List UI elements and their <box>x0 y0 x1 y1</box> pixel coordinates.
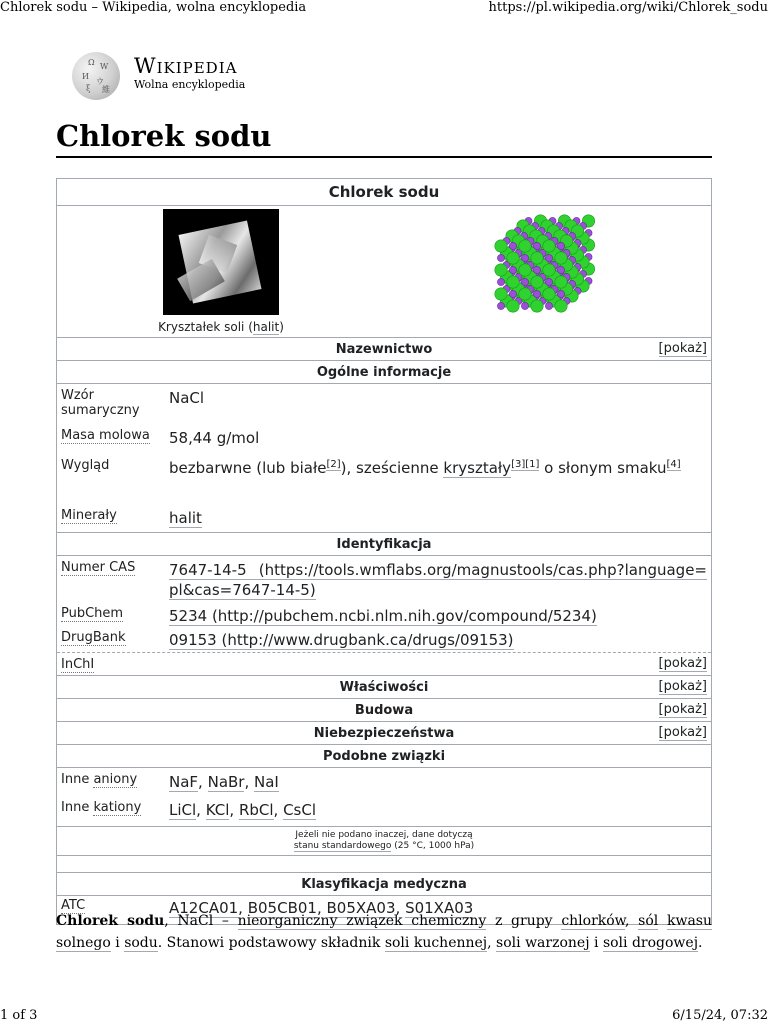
row-aniony: Inne aniony NaF, NaBr, NaI <box>61 772 279 791</box>
aniony-link[interactable]: aniony <box>93 772 138 787</box>
halit-link[interactable]: halit <box>252 320 280 334</box>
naf-link[interactable]: NaF <box>169 773 199 791</box>
rbcl-link[interactable]: RbCl <box>238 801 274 819</box>
lead-text: , <box>625 913 639 929</box>
print-footer-date: 6/15/24, 07:32 <box>672 1008 768 1023</box>
wikipedia-logo[interactable] <box>72 52 272 100</box>
lead-bold-title: Chlorek sodu <box>56 913 165 929</box>
lead-link-sol-drogowa[interactable]: soli drogowej <box>602 935 699 951</box>
row-pubchem <box>57 606 711 630</box>
pubchem-value-link[interactable]: 5234 (http://pubchem.ncbi.nlm.nih.gov/compound/5234) <box>169 607 597 625</box>
section-identyfikacja <box>57 533 711 556</box>
mineraly-link[interactable]: Minerały <box>61 508 117 523</box>
section-wlasciwosci <box>57 676 711 699</box>
lead-text <box>658 913 667 929</box>
section-klasyfikacja <box>57 873 711 896</box>
value-wyglad <box>169 458 711 506</box>
nabr-link[interactable]: NaBr <box>207 773 245 791</box>
lead-paragraph <box>56 910 712 954</box>
label-wyglad: Wygląd <box>61 458 110 473</box>
wyglad-text: bezbarwne (lub białe <box>169 459 327 477</box>
lead-link-chlorki[interactable]: chlorków <box>561 913 626 929</box>
globe-icon: Ω W И ウ 維 ξ <box>72 52 120 100</box>
lead-text: . Stanowi podstawowy składnik <box>157 935 385 951</box>
inchi-link[interactable]: InChI <box>61 656 95 672</box>
print-header-url: https://pl.wikipedia.org/wiki/Chlorek_sodu <box>488 0 768 15</box>
value-wzor: NaCl <box>169 389 205 407</box>
lead-link-sol-warzona[interactable]: soli warzonej <box>496 935 590 951</box>
lead-text: , NaCl – <box>164 913 238 929</box>
page-title: Chlorek sodu <box>56 119 272 153</box>
masa-molowa-link[interactable]: Masa molowa <box>61 428 150 443</box>
infobox <box>56 178 712 925</box>
salt-crystal-image[interactable] <box>163 209 279 315</box>
show-budowa-toggle[interactable]: [pokaż] <box>658 702 707 717</box>
lead-link-sol[interactable]: sól <box>638 913 659 929</box>
section-title: Niebezpieczeństwa <box>313 725 455 741</box>
image-caption-text: Kryształek soli ( <box>158 320 253 334</box>
licl-link[interactable]: LiCl <box>169 801 197 819</box>
show-nazewnictwo-toggle[interactable]: [pokaż] <box>658 341 707 356</box>
standard-state-note <box>57 827 711 856</box>
nacl-lattice-image[interactable] <box>487 210 605 316</box>
image-caption <box>57 320 385 334</box>
print-header-title: Chlorek sodu – Wikipedia, wolna encyklopedia <box>0 0 307 15</box>
kationy-prefix: Inne <box>61 800 94 815</box>
section-title: Klasyfikacja medyczna <box>301 876 467 892</box>
row-inchi <box>57 653 711 676</box>
infobox-images <box>57 206 711 338</box>
atc-code-3-link[interactable]: B05XA03 <box>326 899 396 917</box>
wyglad-text: ), sześcienne <box>340 459 444 477</box>
ref-4[interactable]: [4] <box>666 459 681 470</box>
krysztaly-link[interactable]: kryształy <box>443 459 512 477</box>
lead-text: i <box>110 935 125 951</box>
label-wzor: Wzór sumaryczny <box>61 388 140 418</box>
row-kationy: Inne kationy LiCl, KCl, RbCl, CsCl <box>57 798 711 827</box>
title-divider <box>56 156 712 158</box>
kcl-link[interactable]: KCl <box>205 801 230 819</box>
atc-code-1-link[interactable]: A12CA01 <box>169 899 239 917</box>
ref-3[interactable]: [3] <box>511 459 526 470</box>
stan-standardowy-link[interactable]: stanu standardowego <box>293 841 392 851</box>
atc-code-2-link[interactable]: B05CB01 <box>247 899 317 917</box>
cscl-link[interactable]: CsCl <box>283 801 317 819</box>
row-mineraly <box>57 506 711 533</box>
note-line-1: Jeżeli nie podano inaczej, dane dotyczą <box>295 830 473 840</box>
aniony-prefix: Inne <box>61 772 94 787</box>
row-atc: ATC A12CA01, B05CB01, B05XA03, S01XA03 <box>61 898 474 917</box>
value-masa: 58,44 g/mol <box>169 429 260 447</box>
lead-link-kwas-solny[interactable]: kwasu solnego <box>56 913 712 951</box>
row-wyglad <box>57 452 711 506</box>
section-budowa <box>57 699 711 722</box>
show-inchi-toggle[interactable]: [pokaż] <box>658 656 707 671</box>
row-masa <box>57 422 711 452</box>
lead-text: i <box>589 935 603 951</box>
show-wlasciwosci-toggle[interactable]: [pokaż] <box>658 679 707 694</box>
note-line-2: (25 °C, 1000 hPa) <box>391 841 475 851</box>
section-title: Identyfikacja <box>336 536 432 552</box>
logo-tagline: Wolna encyklopedia <box>134 78 246 91</box>
lead-text: z grupy <box>486 913 562 929</box>
section-title: Nazewnictwo <box>335 341 433 357</box>
section-ogolne <box>57 361 711 384</box>
pubchem-link[interactable]: PubChem <box>61 606 124 621</box>
row-drugbank <box>57 630 711 653</box>
lead-link-sol-kuchenna[interactable]: soli kuchennej <box>384 935 488 951</box>
section-title: Właściwości <box>339 679 429 695</box>
section-title: Budowa <box>354 702 414 718</box>
drugbank-link[interactable]: DrugBank <box>61 630 126 645</box>
section-title: Podobne związki <box>322 748 446 764</box>
section-podobne <box>57 745 711 768</box>
row-cas <box>57 556 711 606</box>
cas-value-link[interactable]: 7647-14-5 (https://tools.wmflabs.org/magnustools/cas.php?language=pl&cas=7647-14-5) <box>169 561 707 599</box>
show-niebezpieczenstwa-toggle[interactable]: [pokaż] <box>658 725 707 740</box>
wyglad-text: o słonym smaku <box>539 459 667 477</box>
image-caption-end: ) <box>279 320 284 334</box>
lead-text: . <box>698 935 703 951</box>
halit-mineral-link[interactable]: halit <box>169 509 202 527</box>
nai-link[interactable]: NaI <box>254 773 279 791</box>
section-niebezpieczenstwa <box>57 722 711 745</box>
atc-link[interactable]: ATC <box>61 898 86 913</box>
ref-2[interactable]: [2] <box>326 459 341 470</box>
section-title: Ogólne informacje <box>316 364 452 380</box>
lead-link-zwiazek[interactable]: nieorganiczny związek chemiczny <box>237 913 487 929</box>
lead-link-sod[interactable]: sodu <box>124 935 158 951</box>
section-nazewnictwo <box>57 338 711 361</box>
drugbank-value-link[interactable]: 09153 (http://www.drugbank.ca/drugs/09153) <box>169 631 514 649</box>
lead-text: , <box>487 935 497 951</box>
kationy-link[interactable]: kationy <box>93 800 142 815</box>
logo-wordmark: Wikipedia <box>134 54 238 78</box>
cas-link[interactable]: Numer CAS <box>61 560 136 575</box>
row-wzor <box>57 384 711 422</box>
spacer-row <box>57 856 711 873</box>
ref-1[interactable]: [1] <box>525 459 540 470</box>
print-footer-page: 1 of 3 <box>0 1008 38 1023</box>
infobox-caption: Chlorek sodu <box>57 179 711 206</box>
atc-code-4-link[interactable]: S01XA03 <box>405 899 474 917</box>
